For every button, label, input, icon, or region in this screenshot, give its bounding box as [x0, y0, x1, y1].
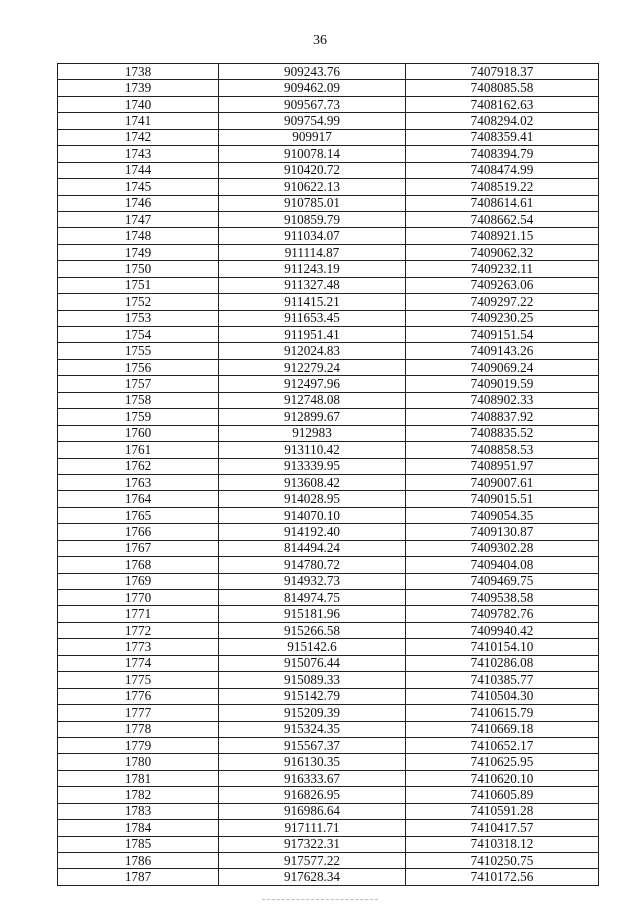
table-row — [58, 590, 599, 606]
x-coordinate-cell: 814974.75 — [219, 590, 406, 606]
table-row — [58, 770, 599, 786]
point-number-cell: 1744 — [58, 162, 219, 178]
y-coordinate-cell: 7408359.41 — [406, 129, 599, 145]
y-coordinate-cell: 7409469.75 — [406, 573, 599, 589]
table-row — [58, 96, 599, 112]
y-coordinate-cell: 7408162.63 — [406, 96, 599, 112]
table-row — [58, 491, 599, 507]
table-row — [58, 557, 599, 573]
x-coordinate-cell: 917577.22 — [219, 853, 406, 869]
point-number-cell: 1757 — [58, 376, 219, 392]
y-coordinate-cell: 7409302.28 — [406, 540, 599, 556]
x-coordinate-cell: 909917 — [219, 129, 406, 145]
point-number-cell: 1787 — [58, 869, 219, 885]
coordinates-table — [57, 63, 599, 886]
point-number-cell: 1780 — [58, 754, 219, 770]
table-row — [58, 409, 599, 425]
x-coordinate-cell: 911951.41 — [219, 327, 406, 343]
y-coordinate-cell: 7408858.53 — [406, 442, 599, 458]
point-number-cell: 1742 — [58, 129, 219, 145]
point-number-cell: 1762 — [58, 458, 219, 474]
x-coordinate-cell: 814494.24 — [219, 540, 406, 556]
table-row — [58, 803, 599, 819]
y-coordinate-cell: 7408614.61 — [406, 195, 599, 211]
point-number-cell: 1740 — [58, 96, 219, 112]
table-row — [58, 672, 599, 688]
table-row — [58, 737, 599, 753]
table-row — [58, 343, 599, 359]
table-row — [58, 524, 599, 540]
y-coordinate-cell: 7409404.08 — [406, 557, 599, 573]
point-number-cell: 1783 — [58, 803, 219, 819]
x-coordinate-cell: 911415.21 — [219, 294, 406, 310]
point-number-cell: 1754 — [58, 327, 219, 343]
x-coordinate-cell: 914780.72 — [219, 557, 406, 573]
table-row — [58, 228, 599, 244]
y-coordinate-cell: 7410669.18 — [406, 721, 599, 737]
point-number-cell: 1771 — [58, 606, 219, 622]
x-coordinate-cell: 915181.96 — [219, 606, 406, 622]
y-coordinate-cell: 7410417.57 — [406, 820, 599, 836]
point-number-cell: 1774 — [58, 655, 219, 671]
table-row — [58, 195, 599, 211]
y-coordinate-cell: 7409130.87 — [406, 524, 599, 540]
x-coordinate-cell: 914028.95 — [219, 491, 406, 507]
x-coordinate-cell: 915089.33 — [219, 672, 406, 688]
x-coordinate-cell: 911114.87 — [219, 244, 406, 260]
page-number: 36 — [313, 33, 327, 48]
x-coordinate-cell: 910078.14 — [219, 146, 406, 162]
point-number-cell: 1761 — [58, 442, 219, 458]
x-coordinate-cell: 910622.13 — [219, 179, 406, 195]
table-row — [58, 359, 599, 375]
point-number-cell: 1746 — [58, 195, 219, 211]
x-coordinate-cell: 909754.99 — [219, 113, 406, 129]
table-row — [58, 853, 599, 869]
table-row — [58, 261, 599, 277]
x-coordinate-cell: 910785.01 — [219, 195, 406, 211]
y-coordinate-cell: 7409015.51 — [406, 491, 599, 507]
y-coordinate-cell: 7408662.54 — [406, 211, 599, 227]
point-number-cell: 1765 — [58, 507, 219, 523]
point-number-cell: 1773 — [58, 639, 219, 655]
table-row — [58, 869, 599, 885]
y-coordinate-cell: 7408474.99 — [406, 162, 599, 178]
table-row — [58, 310, 599, 326]
y-coordinate-cell: 7409232.11 — [406, 261, 599, 277]
table-row — [58, 80, 599, 96]
point-number-cell: 1782 — [58, 787, 219, 803]
point-number-cell: 1750 — [58, 261, 219, 277]
table-row — [58, 622, 599, 638]
point-number-cell: 1738 — [58, 64, 219, 80]
x-coordinate-cell: 909567.73 — [219, 96, 406, 112]
y-coordinate-cell: 7410286.08 — [406, 655, 599, 671]
point-number-cell: 1758 — [58, 392, 219, 408]
x-coordinate-cell: 913339.95 — [219, 458, 406, 474]
y-coordinate-cell: 7408921.15 — [406, 228, 599, 244]
y-coordinate-cell: 7409143.26 — [406, 343, 599, 359]
y-coordinate-cell: 7410605.89 — [406, 787, 599, 803]
x-coordinate-cell: 912024.83 — [219, 343, 406, 359]
y-coordinate-cell: 7409538.58 — [406, 590, 599, 606]
point-number-cell: 1755 — [58, 343, 219, 359]
y-coordinate-cell: 7408835.52 — [406, 425, 599, 441]
x-coordinate-cell: 917111.71 — [219, 820, 406, 836]
y-coordinate-cell: 7410652.17 — [406, 737, 599, 753]
point-number-cell: 1767 — [58, 540, 219, 556]
y-coordinate-cell: 7409019.59 — [406, 376, 599, 392]
table-row — [58, 376, 599, 392]
x-coordinate-cell: 913608.42 — [219, 474, 406, 490]
point-number-cell: 1760 — [58, 425, 219, 441]
y-coordinate-cell: 7408837.92 — [406, 409, 599, 425]
y-coordinate-cell: 7409062.32 — [406, 244, 599, 260]
point-number-cell: 1769 — [58, 573, 219, 589]
table-row — [58, 64, 599, 80]
y-coordinate-cell: 7410504.30 — [406, 688, 599, 704]
table-row — [58, 277, 599, 293]
table-row — [58, 146, 599, 162]
x-coordinate-cell: 910859.79 — [219, 211, 406, 227]
x-coordinate-cell: 917322.31 — [219, 836, 406, 852]
x-coordinate-cell: 912899.67 — [219, 409, 406, 425]
table-row — [58, 573, 599, 589]
y-coordinate-cell: 7408294.02 — [406, 113, 599, 129]
x-coordinate-cell: 909462.09 — [219, 80, 406, 96]
x-coordinate-cell: 915142.79 — [219, 688, 406, 704]
y-coordinate-cell: 7410625.95 — [406, 754, 599, 770]
x-coordinate-cell: 916333.67 — [219, 770, 406, 786]
point-number-cell: 1775 — [58, 672, 219, 688]
point-number-cell: 1781 — [58, 770, 219, 786]
point-number-cell: 1785 — [58, 836, 219, 852]
table-row — [58, 705, 599, 721]
table-row — [58, 836, 599, 852]
x-coordinate-cell: 912497.96 — [219, 376, 406, 392]
y-coordinate-cell: 7408394.79 — [406, 146, 599, 162]
table-row — [58, 540, 599, 556]
table-row — [58, 392, 599, 408]
x-coordinate-cell: 915142.6 — [219, 639, 406, 655]
point-number-cell: 1777 — [58, 705, 219, 721]
point-number-cell: 1756 — [58, 359, 219, 375]
table-row — [58, 442, 599, 458]
y-coordinate-cell: 7408902.33 — [406, 392, 599, 408]
point-number-cell: 1770 — [58, 590, 219, 606]
y-coordinate-cell: 7410250.75 — [406, 853, 599, 869]
table-row — [58, 327, 599, 343]
x-coordinate-cell: 917628.34 — [219, 869, 406, 885]
table-row — [58, 244, 599, 260]
table-row — [58, 162, 599, 178]
x-coordinate-cell: 915076.44 — [219, 655, 406, 671]
point-number-cell: 1739 — [58, 80, 219, 96]
point-number-cell: 1752 — [58, 294, 219, 310]
y-coordinate-cell: 7409297.22 — [406, 294, 599, 310]
x-coordinate-cell: 911034.07 — [219, 228, 406, 244]
table-row — [58, 606, 599, 622]
y-coordinate-cell: 7410615.79 — [406, 705, 599, 721]
y-coordinate-cell: 7409054.35 — [406, 507, 599, 523]
table-row — [58, 211, 599, 227]
x-coordinate-cell: 914192.40 — [219, 524, 406, 540]
y-coordinate-cell: 7410318.12 — [406, 836, 599, 852]
point-number-cell: 1751 — [58, 277, 219, 293]
y-coordinate-cell: 7409263.06 — [406, 277, 599, 293]
table-row — [58, 754, 599, 770]
point-number-cell: 1768 — [58, 557, 219, 573]
x-coordinate-cell: 909243.76 — [219, 64, 406, 80]
point-number-cell: 1745 — [58, 179, 219, 195]
table-row — [58, 655, 599, 671]
point-number-cell: 1749 — [58, 244, 219, 260]
table-row — [58, 129, 599, 145]
table-row — [58, 639, 599, 655]
x-coordinate-cell: 912983 — [219, 425, 406, 441]
table-row — [58, 113, 599, 129]
x-coordinate-cell: 915209.39 — [219, 705, 406, 721]
x-coordinate-cell: 911653.45 — [219, 310, 406, 326]
x-coordinate-cell: 914070.10 — [219, 507, 406, 523]
table-row — [58, 458, 599, 474]
coordinates-table-body — [58, 64, 599, 886]
table-row — [58, 294, 599, 310]
y-coordinate-cell: 7407918.37 — [406, 64, 599, 80]
y-coordinate-cell: 7408951.97 — [406, 458, 599, 474]
table-row — [58, 820, 599, 836]
y-coordinate-cell: 7409069.24 — [406, 359, 599, 375]
point-number-cell: 1748 — [58, 228, 219, 244]
point-number-cell: 1753 — [58, 310, 219, 326]
table-row — [58, 688, 599, 704]
table-row — [58, 425, 599, 441]
y-coordinate-cell: 7409782.76 — [406, 606, 599, 622]
y-coordinate-cell: 7410385.77 — [406, 672, 599, 688]
x-coordinate-cell: 916826.95 — [219, 787, 406, 803]
x-coordinate-cell: 912279.24 — [219, 359, 406, 375]
table-row — [58, 179, 599, 195]
point-number-cell: 1776 — [58, 688, 219, 704]
x-coordinate-cell: 912748.08 — [219, 392, 406, 408]
y-coordinate-cell: 7410620.10 — [406, 770, 599, 786]
table-row — [58, 721, 599, 737]
x-coordinate-cell: 914932.73 — [219, 573, 406, 589]
x-coordinate-cell: 915567.37 — [219, 737, 406, 753]
table-row — [58, 474, 599, 490]
x-coordinate-cell: 911327.48 — [219, 277, 406, 293]
point-number-cell: 1778 — [58, 721, 219, 737]
x-coordinate-cell: 916986.64 — [219, 803, 406, 819]
y-coordinate-cell: 7410591.28 — [406, 803, 599, 819]
point-number-cell: 1759 — [58, 409, 219, 425]
y-coordinate-cell: 7410172.56 — [406, 869, 599, 885]
point-number-cell: 1741 — [58, 113, 219, 129]
point-number-cell: 1772 — [58, 622, 219, 638]
y-coordinate-cell: 7409151.54 — [406, 327, 599, 343]
x-coordinate-cell: 915324.35 — [219, 721, 406, 737]
point-number-cell: 1784 — [58, 820, 219, 836]
x-coordinate-cell: 913110.42 — [219, 442, 406, 458]
y-coordinate-cell: 7408085.58 — [406, 80, 599, 96]
page-bottom-mark — [262, 899, 378, 901]
table-row — [58, 787, 599, 803]
y-coordinate-cell: 7409007.61 — [406, 474, 599, 490]
x-coordinate-cell: 916130.35 — [219, 754, 406, 770]
point-number-cell: 1763 — [58, 474, 219, 490]
y-coordinate-cell: 7408519.22 — [406, 179, 599, 195]
point-number-cell: 1779 — [58, 737, 219, 753]
table-row — [58, 507, 599, 523]
point-number-cell: 1747 — [58, 211, 219, 227]
point-number-cell: 1764 — [58, 491, 219, 507]
y-coordinate-cell: 7409940.42 — [406, 622, 599, 638]
point-number-cell: 1743 — [58, 146, 219, 162]
point-number-cell: 1786 — [58, 853, 219, 869]
x-coordinate-cell: 910420.72 — [219, 162, 406, 178]
x-coordinate-cell: 911243.19 — [219, 261, 406, 277]
y-coordinate-cell: 7409230.25 — [406, 310, 599, 326]
point-number-cell: 1766 — [58, 524, 219, 540]
y-coordinate-cell: 7410154.10 — [406, 639, 599, 655]
x-coordinate-cell: 915266.58 — [219, 622, 406, 638]
